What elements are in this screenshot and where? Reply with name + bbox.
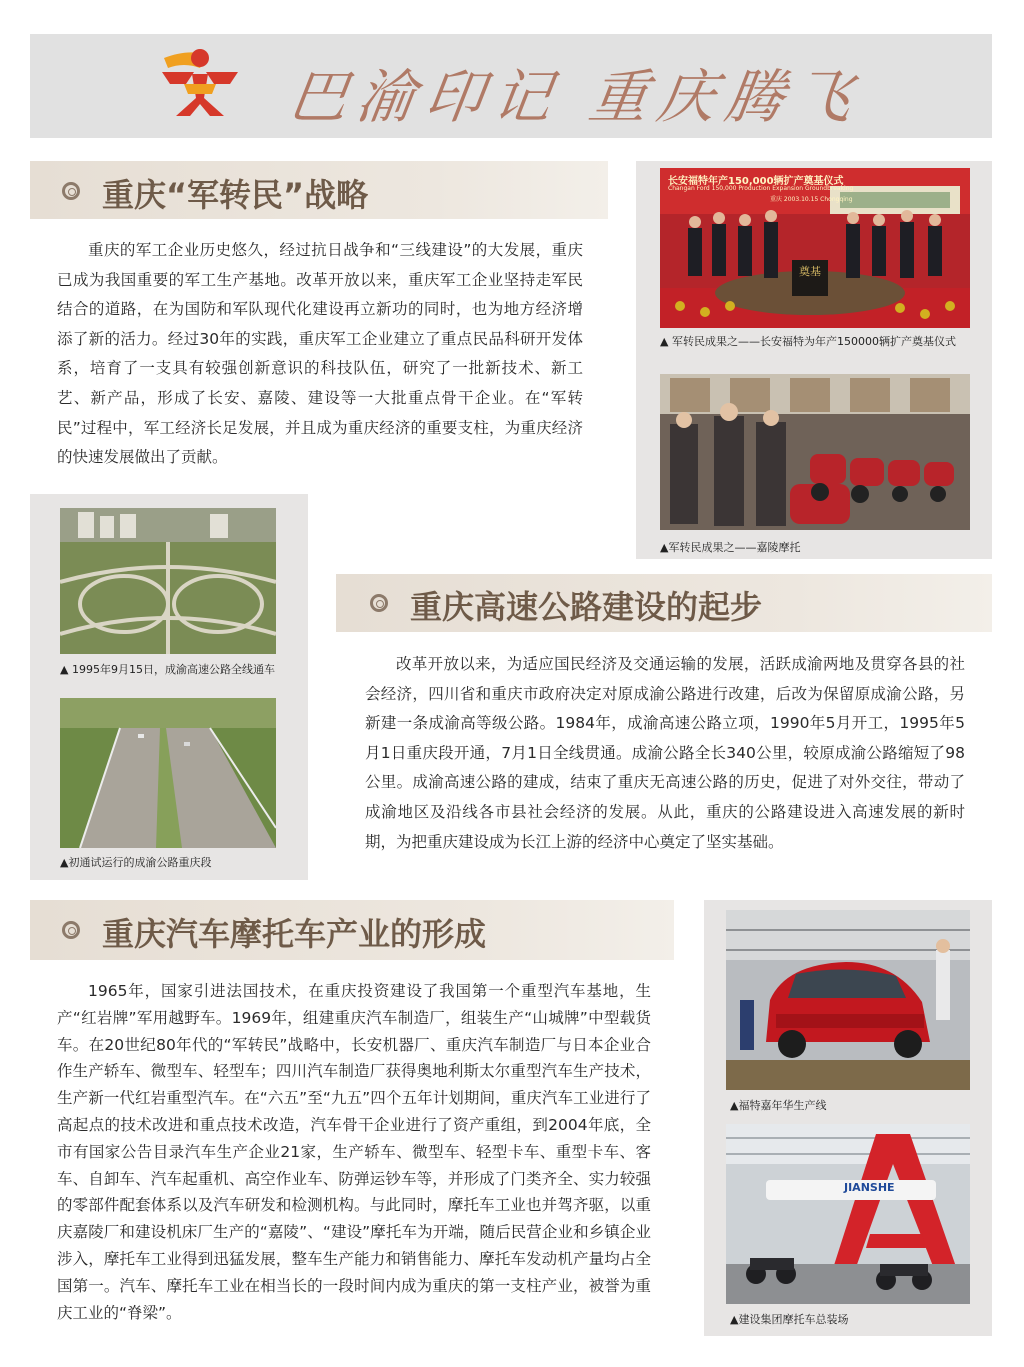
bullet-icon — [62, 921, 80, 939]
jialing-caption: ▲军转民成果之——嘉陵摩托 — [660, 541, 801, 554]
interchange-caption: ▲ 1995年9月15日，成渝高速公路全线通车 — [60, 663, 275, 676]
ceremony-photo — [660, 168, 970, 328]
ceremony-banner-en: Changan Ford 150,000 Production Expansion Groundbreaking — [668, 185, 854, 192]
bullet-icon — [62, 182, 80, 200]
section-highway-title: 重庆高速公路建设的起步 — [410, 588, 763, 626]
jialing-photo — [660, 374, 970, 530]
ceremony-caption: ▲ 军转民成果之——长安福特为年产150000辆扩产奠基仪式 — [660, 335, 956, 348]
moto-assembly-caption: ▲建设集团摩托车总装场 — [730, 1313, 849, 1326]
highway-road-caption: ▲初通试运行的成渝公路重庆段 — [60, 856, 212, 869]
ceremony-banner-date: 重庆 2003.10.15 Chongqing — [770, 196, 853, 203]
moto-assembly-sign: JIANSHE — [844, 1181, 895, 1194]
header-calligraphy: 巴渝印记 重庆腾飞 — [284, 63, 867, 131]
ceremony-stone-text: 奠基 — [799, 265, 821, 278]
section-military-text: 重庆的军工企业历史悠久，经过抗日战争和“三线建设”的大发展，重庆已成为我国重要的军工生产基地。改革开放以来，重庆军工企业坚持走军民结合的道路，在为国防和军队现代化建设再立新功的同时，也为地方经济增添了新的活力。经过30年的实践，重庆军工企业建立了重点民品科研开发体系，培育了一支具有较强创新意识的科技队伍，研究了一批新技术、新工艺、新产品，形成了长安、嘉陵、建设等一大批重点骨干企业。在“军转民”过程中，军工经济长足发展，并且成为重庆经济的重要支柱，为重庆经济的快速发展做出了贡献。 — [57, 241, 583, 467]
section-auto-title: 重庆汽车摩托车产业的形成 — [102, 915, 487, 953]
ceremony-banner-cn: 长安福特年产150,000辆扩产奠基仪式 — [668, 176, 844, 187]
section-highway-text: 改革开放以来，为适应国民经济及交通运输的发展，活跃成渝两地及贯穿各县的社会经济，四川省和重庆市政府决定对原成渝公路进行改建，后改为保留原成渝公路，另新建一条成渝高等级公路。1984年，成渝高速公路立项，1990年5月开工，1995年5月1日重庆段开通，7月1日全线贯通。成渝公路全长340公里，较原成渝公路缩短了98公里。成渝高速公路的建成，结束了重庆无高速公路的历史，促进了对外交往，带动了成渝地区及沿线各市县社会经济的发展。从此，重庆的公路建设进入高速发展的新时期，为把重庆建设成为长江上游的经济中心奠定了坚实基础。 — [365, 655, 965, 851]
ford-line-caption: ▲福特嘉年华生产线 — [730, 1099, 827, 1112]
bullet-icon — [370, 594, 388, 612]
moto-assembly-photo — [726, 1124, 970, 1304]
highway-road-photo — [60, 698, 276, 848]
ford-line-photo — [726, 910, 970, 1090]
section-military-title: 重庆“军转民”战略 — [102, 176, 369, 214]
interchange-photo — [60, 508, 276, 654]
chongqing-logo-icon — [160, 44, 240, 118]
section-auto-text: 1965年，国家引进法国技术，在重庆投资建设了我国第一个重型汽车基地，生产“红岩牌”军用越野车。1969年，组建重庆汽车制造厂，组装生产“山城牌”中型载货车。在20世纪80年代的“军转民”战略中，长安机器厂、重庆汽车制造厂与日本企业合作生产轿车、微型车、轻型车；四川汽车制造厂获得奥地利斯太尔重型汽车生产技术，生产新一代红岩重型汽车。在“六五”至“九五”四个五年计划期间，重庆汽车工业进行了高起点的技术改进和重点技术改造，汽车骨干企业进行了资产重组，到2004年底，全市有国家公告目录汽车生产企业21家，生产轿车、微型车、轻型卡车、重型卡车、客车、自卸车、汽车起重机、高空作业车、防弹运钞车等，并形成了门类齐全、实力较强的零部件配套体系以及汽车研发和检测机构。与此同时，摩托车工业也并驾齐驱，以重庆嘉陵厂和建设机床厂生产的“嘉陵”、“建设”摩托车为开端，随后民营企业和乡镇企业涉入，摩托车工业得到迅猛发展，整车生产能力和销售能力、摩托车发动机产量均占全国第一。汽车、摩托车工业在相当长的一段时间内成为重庆的第一支柱产业，被誉为重庆工业的“脊梁”。 — [57, 982, 651, 1322]
